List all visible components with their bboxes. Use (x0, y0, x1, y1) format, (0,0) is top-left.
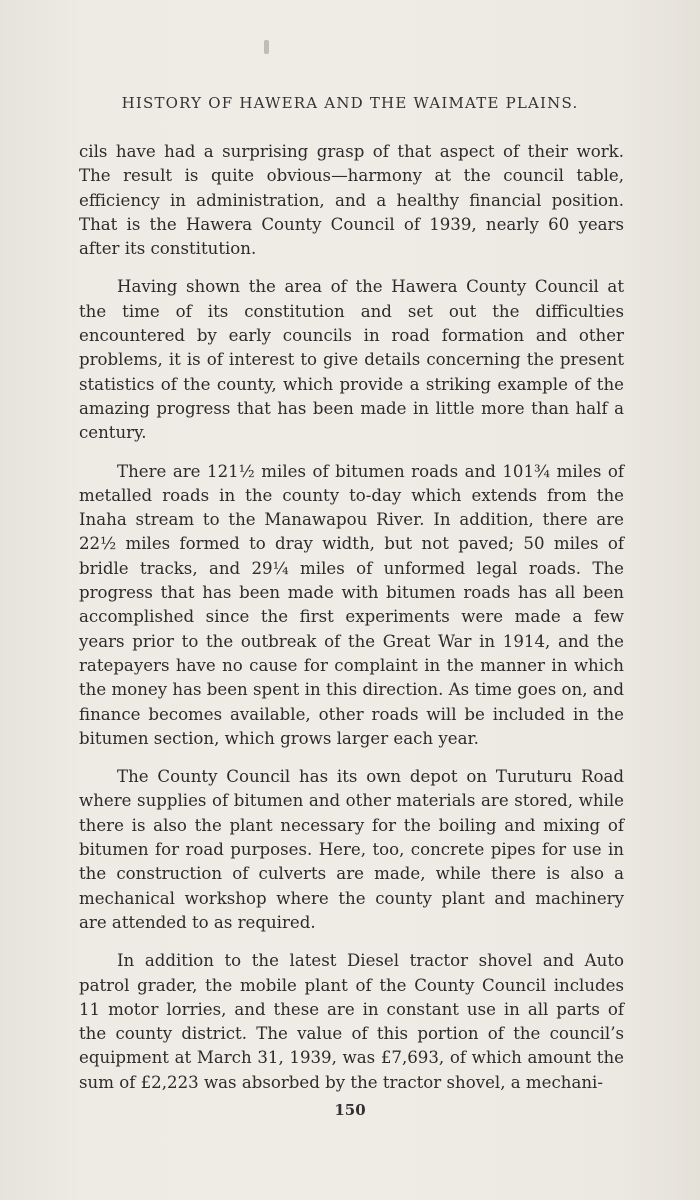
paper-blemish (264, 40, 269, 54)
paragraph: cils have had a surprising grasp of that aspect of their work. The result is quite obvious—harmony at the council table, efficiency in administration, and a healthy financial position. That is the Hawera County Council of 1939, nearly 60 years after its constitution. (79, 142, 624, 259)
paragraph: In addition to the latest Diesel tractor shovel and Auto patrol grader, the mobile plant of the County Council includes 11 motor lorries, and these are in constant use in all parts of the county district. The value of this portion of the council’s equipment at March 31, 1939, was £7,693, of which amount the sum of £2,223 was absorbed by the tractor shovel, a mechani- (79, 951, 624, 1092)
paragraph: There are 121½ miles of bitumen roads and 101¾ miles of metalled roads in the county to-day which extends from the Inaha stream to the Manawapou River. In addition, there are 22½ miles formed to dray width, but not paved; 50 miles of bridle tracks, and 29¼ miles of unformed legal roads. The progress that has been made with bitumen roads has all been accomplished since the first experiments were made a few years prior to the outbreak of the Great War in 1914, and the ratepayers have no cause for complaint in the manner in which the money has been spent in this direction. As time goes on, and finance becomes available, other roads will be included in the bitumen section, which grows larger each year. (79, 461, 624, 748)
paragraph: The County Council has its own depot on Turuturu Road where supplies of bitumen and other materials are stored, while there is also the plant necessary for the boiling and mixing of bitumen for road purposes. Here, too, concrete pipes for use in the construction of culverts are made, while there is also a mechanical workshop where the county plant and machinery are attended to as required. (79, 767, 624, 932)
running-header: HISTORY OF HAWERA AND THE WAIMATE PLAINS. (121, 94, 579, 112)
paragraph: Having shown the area of the Hawera County Council at the time of its constitution and set out the difficulties encountered by early councils in road formation and other problems, it is of interest to give details concerning the present statistics of the county, which provide a striking example of the amazing progress that has been made in little more than half a century. (79, 277, 624, 443)
page-number: 150 (334, 1101, 366, 1119)
body-text (79, 140, 624, 1109)
